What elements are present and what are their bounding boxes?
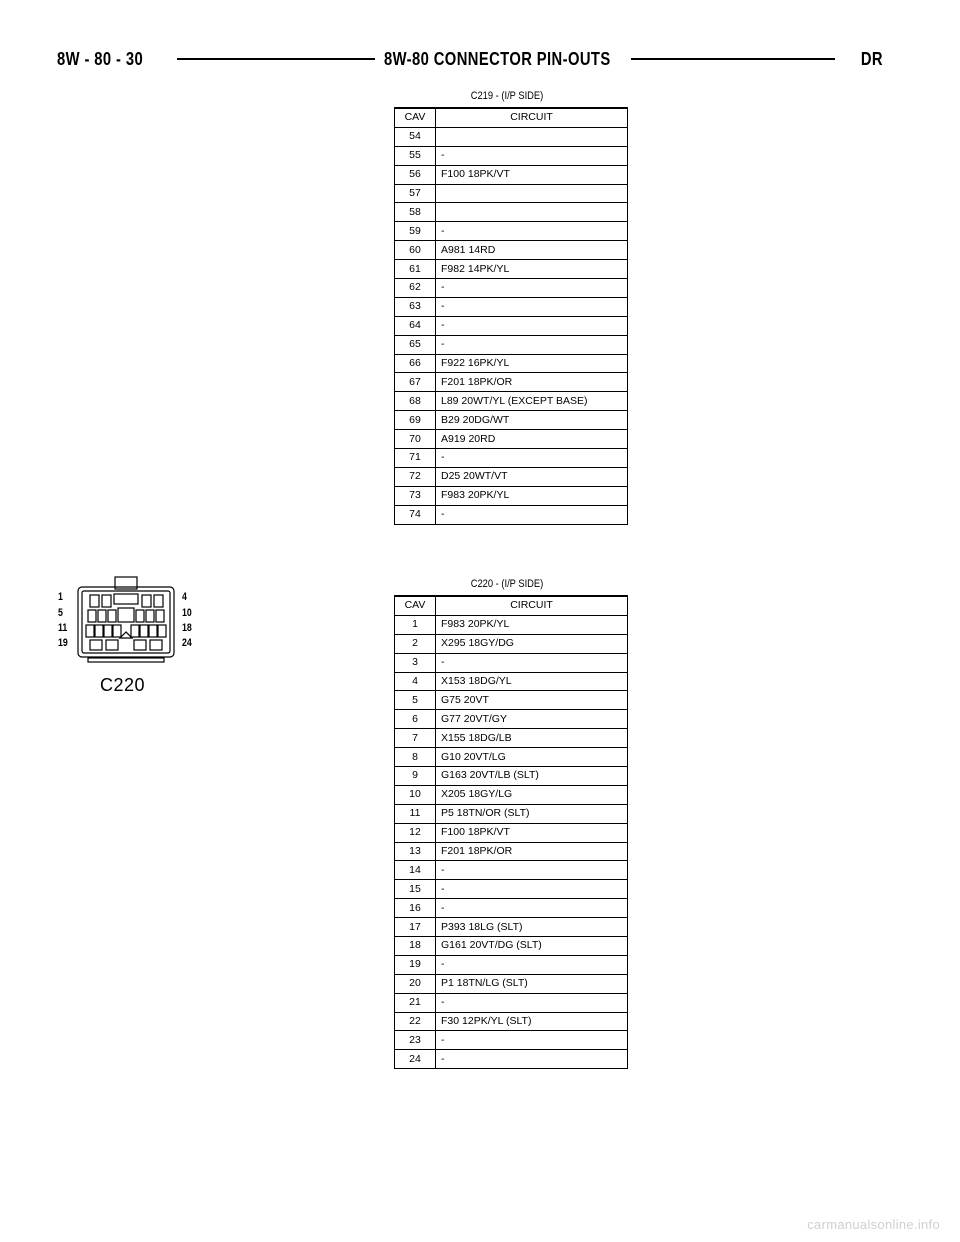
circuit-cell: G161 20VT/DG (SLT)	[436, 937, 628, 956]
cav-cell: 5	[395, 691, 436, 710]
header-rule-right	[631, 58, 835, 60]
circuit-cell: -	[436, 1050, 628, 1069]
table-row	[395, 165, 628, 184]
cav-cell: 13	[395, 842, 436, 861]
cav-cell: 55	[395, 146, 436, 165]
cav-cell: 61	[395, 260, 436, 279]
cav-cell: 15	[395, 880, 436, 899]
cav-cell: 18	[395, 937, 436, 956]
table-row	[395, 804, 628, 823]
cav-cell: 54	[395, 127, 436, 146]
cav-cell: 4	[395, 672, 436, 691]
circuit-cell: F983 20PK/YL	[436, 486, 628, 505]
circuit-cell: P1 18TN/LG (SLT)	[436, 974, 628, 993]
cav-cell: 73	[395, 486, 436, 505]
table-header-row	[395, 108, 628, 127]
circuit-cell: G75 20VT	[436, 691, 628, 710]
cav-cell: 6	[395, 710, 436, 729]
table-row	[395, 411, 628, 430]
table-row	[395, 316, 628, 335]
cav-cell: 65	[395, 335, 436, 354]
circuit-cell: G77 20VT/GY	[436, 710, 628, 729]
table-row	[395, 634, 628, 653]
cav-cell: 64	[395, 316, 436, 335]
cav-cell: 24	[395, 1050, 436, 1069]
cav-cell: 66	[395, 354, 436, 373]
circuit-cell: F100 18PK/VT	[436, 823, 628, 842]
cav-cell: 74	[395, 505, 436, 524]
cav-cell: 62	[395, 279, 436, 298]
circuit-cell: F30 12PK/YL (SLT)	[436, 1012, 628, 1031]
cav-cell: 10	[395, 785, 436, 804]
circuit-cell: -	[436, 1031, 628, 1050]
circuit-cell: X205 18GY/LG	[436, 785, 628, 804]
page-header	[57, 42, 883, 76]
circuit-header: CIRCUIT	[436, 596, 628, 615]
circuit-cell: F100 18PK/VT	[436, 165, 628, 184]
circuit-cell: X153 18DG/YL	[436, 672, 628, 691]
table-row	[395, 955, 628, 974]
circuit-cell: G10 20VT/LG	[436, 748, 628, 767]
connector-name-label: C220	[100, 675, 146, 695]
table-row	[395, 1050, 628, 1069]
cav-cell: 20	[395, 974, 436, 993]
cav-cell: 58	[395, 203, 436, 222]
pin-label-10: 10	[182, 607, 192, 619]
header-rule-left	[177, 58, 375, 60]
table-row	[395, 486, 628, 505]
cav-cell: 69	[395, 411, 436, 430]
pin-label-4: 4	[182, 591, 187, 603]
cav-header: CAV	[395, 596, 436, 615]
table-row	[395, 861, 628, 880]
pin-label-19: 19	[58, 637, 68, 649]
table-row	[395, 354, 628, 373]
table-row	[395, 729, 628, 748]
circuit-cell: -	[436, 222, 628, 241]
table-row	[395, 918, 628, 937]
circuit-cell: A919 20RD	[436, 430, 628, 449]
table-header-row	[395, 596, 628, 615]
cav-cell: 59	[395, 222, 436, 241]
circuit-cell: -	[436, 297, 628, 316]
circuit-cell: F982 14PK/YL	[436, 260, 628, 279]
table-row	[395, 127, 628, 146]
pin-label-11: 11	[58, 622, 68, 634]
table-row	[395, 691, 628, 710]
circuit-cell	[436, 184, 628, 203]
cav-cell: 2	[395, 634, 436, 653]
circuit-cell: L89 20WT/YL (EXCEPT BASE)	[436, 392, 628, 411]
circuit-cell: F201 18PK/OR	[436, 373, 628, 392]
model-code: DR	[860, 49, 883, 69]
table-row	[395, 748, 628, 767]
table-row	[395, 449, 628, 468]
circuit-cell: -	[436, 146, 628, 165]
table-row	[395, 842, 628, 861]
cav-cell: 63	[395, 297, 436, 316]
cav-cell: 68	[395, 392, 436, 411]
table-row	[395, 974, 628, 993]
circuit-cell: F922 16PK/YL	[436, 354, 628, 373]
circuit-cell: A981 14RD	[436, 241, 628, 260]
circuit-cell: -	[436, 653, 628, 672]
cav-cell: 72	[395, 467, 436, 486]
table-row	[395, 222, 628, 241]
circuit-cell: F983 20PK/YL	[436, 615, 628, 634]
cav-cell: 70	[395, 430, 436, 449]
cav-cell: 17	[395, 918, 436, 937]
table-row	[395, 785, 628, 804]
table-row	[395, 672, 628, 691]
cav-cell: 8	[395, 748, 436, 767]
cav-cell: 3	[395, 653, 436, 672]
table-row	[395, 203, 628, 222]
circuit-cell: B29 20DG/WT	[436, 411, 628, 430]
circuit-cell: -	[436, 899, 628, 918]
circuit-cell: -	[436, 316, 628, 335]
circuit-cell: P5 18TN/OR (SLT)	[436, 804, 628, 823]
c220-pinout-table	[394, 595, 628, 1069]
circuit-cell: -	[436, 993, 628, 1012]
table-row	[395, 184, 628, 203]
cav-cell: 21	[395, 993, 436, 1012]
table-row	[395, 767, 628, 786]
circuit-cell: X295 18GY/DG	[436, 634, 628, 653]
c219-title: C219 - (I/P SIDE)	[470, 90, 544, 102]
page-number: 8W - 80 - 30	[57, 49, 144, 69]
cav-cell: 16	[395, 899, 436, 918]
circuit-cell: -	[436, 955, 628, 974]
section-title: 8W-80 CONNECTOR PIN-OUTS	[384, 49, 611, 69]
pin-label-5: 5	[58, 607, 63, 619]
table-row	[395, 279, 628, 298]
table-row	[395, 373, 628, 392]
circuit-cell: -	[436, 861, 628, 880]
table-row	[395, 993, 628, 1012]
circuit-cell: D25 20WT/VT	[436, 467, 628, 486]
cav-cell: 56	[395, 165, 436, 184]
table-row	[395, 260, 628, 279]
table-row	[395, 297, 628, 316]
cav-cell: 7	[395, 729, 436, 748]
cav-cell: 57	[395, 184, 436, 203]
cav-header: CAV	[395, 108, 436, 127]
c220-title: C220 - (I/P SIDE)	[470, 578, 544, 590]
table-row	[395, 880, 628, 899]
cav-cell: 71	[395, 449, 436, 468]
table-row	[395, 241, 628, 260]
table-row	[395, 335, 628, 354]
pin-label-18: 18	[182, 622, 192, 634]
cav-cell: 12	[395, 823, 436, 842]
circuit-cell: -	[436, 505, 628, 524]
circuit-cell: -	[436, 880, 628, 899]
cav-cell: 60	[395, 241, 436, 260]
watermark: carmanualsonline.info	[807, 1217, 940, 1232]
circuit-cell: X155 18DG/LB	[436, 729, 628, 748]
cav-cell: 11	[395, 804, 436, 823]
cav-cell: 9	[395, 767, 436, 786]
pin-label-24: 24	[182, 637, 192, 649]
table-row	[395, 430, 628, 449]
cav-cell: 22	[395, 1012, 436, 1031]
circuit-header: CIRCUIT	[436, 108, 628, 127]
table-row	[395, 1012, 628, 1031]
table-row	[395, 899, 628, 918]
table-row	[395, 1031, 628, 1050]
table-row	[395, 823, 628, 842]
table-row	[395, 505, 628, 524]
table-row	[395, 710, 628, 729]
c219-pinout-table	[394, 107, 628, 525]
cav-cell: 19	[395, 955, 436, 974]
circuit-cell	[436, 203, 628, 222]
cav-cell: 14	[395, 861, 436, 880]
circuit-cell: G163 20VT/LB (SLT)	[436, 767, 628, 786]
circuit-cell: -	[436, 279, 628, 298]
table-row	[395, 615, 628, 634]
cav-cell: 1	[395, 615, 436, 634]
table-row	[395, 653, 628, 672]
table-row	[395, 937, 628, 956]
pin-label-1: 1	[58, 591, 63, 603]
circuit-cell	[436, 127, 628, 146]
circuit-cell: F201 18PK/OR	[436, 842, 628, 861]
table-row	[395, 392, 628, 411]
circuit-cell: -	[436, 449, 628, 468]
circuit-cell: -	[436, 335, 628, 354]
circuit-cell: P393 18LG (SLT)	[436, 918, 628, 937]
table-row	[395, 467, 628, 486]
table-row	[395, 146, 628, 165]
cav-cell: 23	[395, 1031, 436, 1050]
cav-cell: 67	[395, 373, 436, 392]
